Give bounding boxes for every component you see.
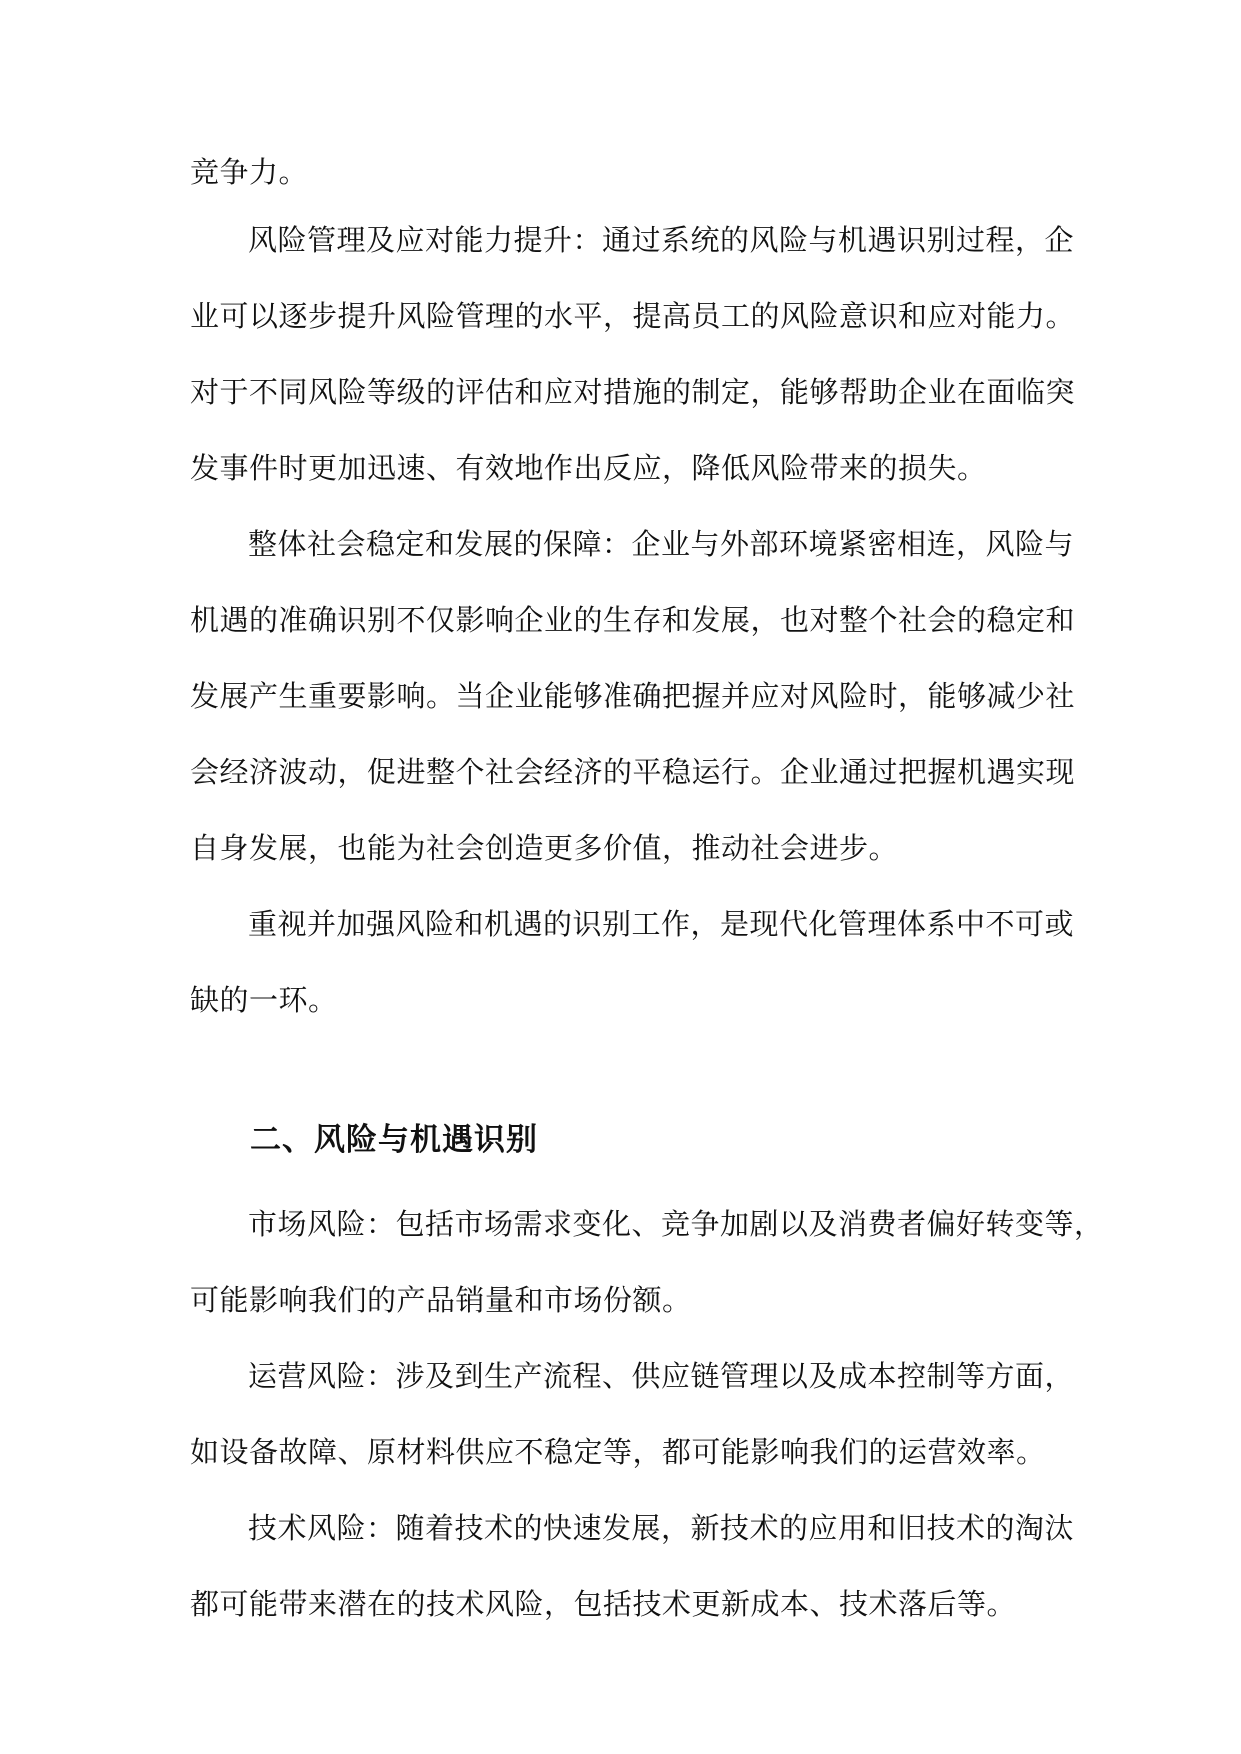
paragraph-line: 技术风险：随着技术的快速发展，新技术的应用和旧技术的淘汰 <box>248 1511 1075 1545</box>
paragraph-line: 发展产生重要影响。当企业能够准确把握并应对风险时，能够减少社 <box>190 679 1076 713</box>
paragraph-risk-management <box>190 202 1076 506</box>
paragraph-line: 运营风险：涉及到生产流程、供应链管理以及成本控制等方面， <box>248 1359 1075 1393</box>
paragraph-line: 发事件时更加迅速、有效地作出反应，降低风险带来的损失。 <box>190 451 987 485</box>
paragraph-line: 对于不同风险等级的评估和应对措施的制定，能够帮助企业在面临突 <box>190 375 1076 409</box>
paragraph-line: 可能影响我们的产品销量和市场份额。 <box>190 1283 692 1317</box>
paragraph-line: 如设备故障、原材料供应不稳定等，都可能影响我们的运营效率。 <box>190 1435 1046 1469</box>
document-body <box>190 142 1104 1642</box>
paragraph-line: 会经济波动，促进整个社会经济的平稳运行。企业通过把握机遇实现 <box>190 755 1076 789</box>
paragraph-line: 自身发展，也能为社会创造更多价值，推动社会进步。 <box>190 831 899 865</box>
paragraph-social-stability <box>190 506 1076 886</box>
paragraph-line: 都可能带来潜在的技术风险，包括技术更新成本、技术落后等。 <box>190 1587 1017 1621</box>
paragraph-line: 机遇的准确识别不仅影响企业的生存和发展，也对整个社会的稳定和 <box>190 603 1076 637</box>
paragraph-line: 重视并加强风险和机遇的识别工作，是现代化管理体系中不可或 <box>248 907 1075 941</box>
paragraph-line: 市场风险：包括市场需求变化、竞争加剧以及消费者偏好转变等， <box>248 1207 1104 1241</box>
paragraph-line: 风险管理及应对能力提升：通过系统的风险与机遇识别过程，企 <box>248 223 1075 257</box>
paragraph-line: 业可以逐步提升风险管理的水平，提高员工的风险意识和应对能力。 <box>190 299 1076 333</box>
paragraph-market-risk <box>190 1186 1104 1338</box>
paragraph-line: 缺的一环。 <box>190 983 338 1017</box>
paragraph-continuation: 竞争力。 <box>190 155 309 189</box>
paragraph-tech-risk <box>190 1490 1075 1642</box>
paragraph-operation-risk <box>190 1338 1075 1490</box>
section-heading: 二、风险与机遇识别 <box>250 1122 538 1158</box>
paragraph-line: 整体社会稳定和发展的保障：企业与外部环境紧密相连，风险与 <box>248 527 1075 561</box>
paragraph-conclusion <box>190 886 1075 1038</box>
